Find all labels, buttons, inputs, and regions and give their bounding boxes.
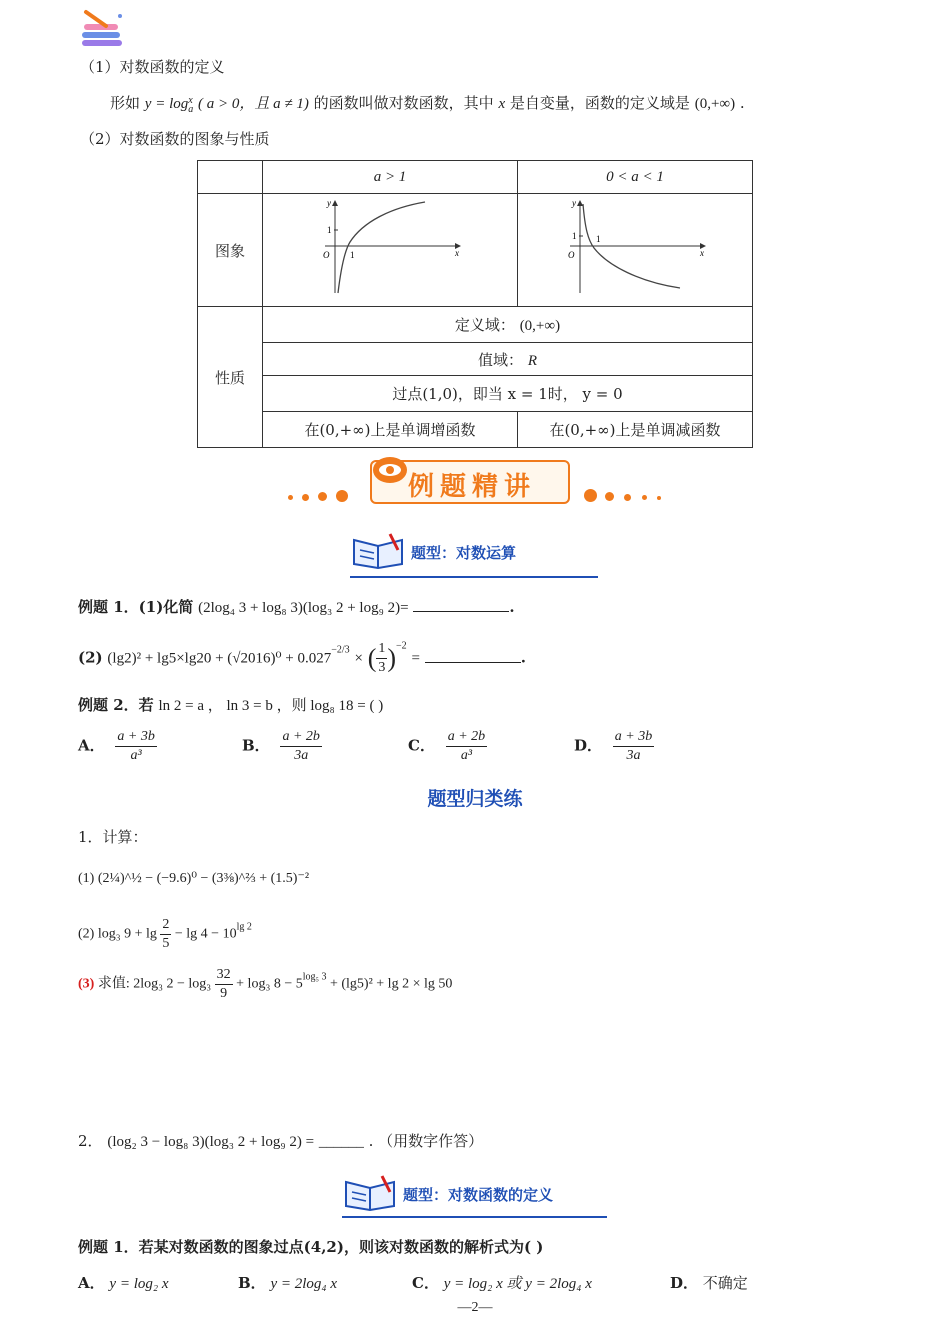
practice-q1-part2-line <box>78 916 252 953</box>
graph2-y-one: 1 <box>572 231 577 241</box>
q1-3-pre: 求值: 2log₃ 2 − log₃ <box>97 976 212 992</box>
graph2-x-one: 1 <box>596 234 601 244</box>
practice-heading: 题型归类练 <box>427 788 523 810</box>
ex2-option-c[interactable] <box>408 728 487 765</box>
option-c-num: a + 2b <box>446 728 487 747</box>
option-c-den: a³ <box>460 748 473 763</box>
q2-label: 2． <box>78 1132 103 1150</box>
def-text-post: 是自变量，函数的定义域是 <box>509 94 690 112</box>
option-label: A． <box>78 1274 105 1292</box>
practice-q1-label: 1．计算： <box>78 828 148 846</box>
q2-post: . （用数字作答） <box>368 1132 484 1150</box>
type2-heading: 题型：对数函数的定义 <box>403 1186 554 1204</box>
def-var: x <box>498 96 506 112</box>
open-book-icon <box>350 530 406 570</box>
option-c-text: y = log₂ x 或 y = 2log₄ x <box>443 1276 592 1292</box>
range-label: 值域： <box>478 350 524 369</box>
ex1-part2-expr-a: (lg2)² + lg5×lg20 + (√2016)⁰ + 0.027 <box>107 650 332 667</box>
open-book-icon <box>342 1172 398 1212</box>
banner-title: 例题精讲 <box>408 472 537 502</box>
ex1-part2-label: (2) <box>78 648 103 667</box>
def-domain: (0,+∞) <box>694 96 736 112</box>
ex1-expression: (2log₄ 3 + log₈ 3)(log₃ 2 + log₉ 2)= <box>198 600 409 616</box>
banner-dot <box>336 490 348 502</box>
ex1-part2-exponent: −2/3 <box>331 644 350 656</box>
q1-2-frac-num: 2 <box>160 916 171 935</box>
q1-3-frac-num: 32 <box>215 966 233 985</box>
banner-dot <box>605 492 614 501</box>
graph2-y-label: y <box>572 198 576 208</box>
section2-title: （2）对数函数的图象与性质 <box>80 130 270 148</box>
option-label: C． <box>412 1274 439 1292</box>
table-corner-cell <box>198 161 263 194</box>
banner-dot <box>657 496 661 500</box>
def-text-mid: 的函数叫做对数函数，其中 <box>313 94 494 112</box>
q1-3-sup: log₅ 3 <box>302 971 327 983</box>
graph1-x-label: x <box>455 248 459 258</box>
ex2-condition: ln 2 = a ， ln 3 = b ，则 log₈ 18 = ( ) <box>158 698 384 714</box>
q2-expression: (log₂ 3 − log₈ 3)(log₃ 2 + log₉ 2) = <box>107 1134 315 1150</box>
ex1-label: 例题 1．(1)化简 <box>78 598 194 616</box>
type1-ex1-line: 例题 1．(1)化简 (2log₄ 3 + log₈ 3)(log₃ 2 + log₉ 2)= . <box>78 598 515 616</box>
option-label: A． <box>78 736 105 755</box>
header-a-lt-1: 0 < a < 1 <box>518 161 753 194</box>
type1-underline <box>350 576 598 578</box>
graph1-y-one: 1 <box>327 225 332 235</box>
domain-label: 定义域： <box>454 316 515 334</box>
ex1-part2-eq: = <box>411 650 420 667</box>
increasing-cell: 在(0,+∞)上是单调增函数 <box>263 412 518 448</box>
def-formula-sub: a <box>188 103 194 115</box>
def-formula: y = log <box>144 96 189 112</box>
type2-underline <box>342 1216 607 1218</box>
practice-q2-line <box>78 1130 483 1151</box>
ex2-option-a[interactable] <box>78 728 157 765</box>
banner-dot <box>288 495 293 500</box>
ex1-part2-expr-b: × <box>354 650 363 667</box>
header-a-gt-1: a > 1 <box>263 161 518 194</box>
ex1-part2-frac-den: 3 <box>378 660 386 675</box>
q1-2-pre: (2) log₃ 9 + lg <box>78 926 157 942</box>
type2-option-d[interactable] <box>670 1272 748 1293</box>
def-formula-sup: x <box>188 94 193 106</box>
q1-2-sup: lg 2 <box>236 921 252 933</box>
type2-ex1-text: 例题 1．若某对数函数的图象过点(4,2)，则该对数函数的解析式为( ) <box>78 1238 544 1256</box>
decreasing-log-graph <box>560 198 710 298</box>
banner-dot <box>584 489 597 502</box>
ex1-part2-frac-exp: −2 <box>396 640 407 652</box>
def-text-pre: 形如 <box>110 94 141 112</box>
type2-option-a[interactable] <box>78 1272 169 1293</box>
range-row <box>263 343 753 376</box>
ex2-option-b[interactable] <box>242 728 322 765</box>
graph2-origin-label: O <box>568 250 575 260</box>
graph-increasing-cell <box>263 194 518 307</box>
section1-title: （1）对数函数的定义 <box>80 58 225 76</box>
def-period: . <box>739 94 745 112</box>
option-label: D． <box>574 736 603 755</box>
q1-2-frac-den: 5 <box>162 936 170 951</box>
row-graph-label: 图象 <box>198 194 263 307</box>
type2-option-c[interactable] <box>412 1272 592 1293</box>
type2-option-b[interactable] <box>238 1272 337 1293</box>
banner-dot <box>302 494 309 501</box>
option-d-den: 3a <box>626 748 641 763</box>
decreasing-cell: 在(0,+∞)上是单调减函数 <box>518 412 753 448</box>
books-stack-icon <box>78 8 130 50</box>
banner-dot <box>318 492 327 501</box>
type1-ex1-part2-line: (2) $(\lg 2)^2 + \lg 5\times\lg 20 + (√2016)^0 + 0.027^{-2/3}$ × ( $\frac{1}{3}$ )$^{-2}$ = . <box>78 640 526 675</box>
option-b-text: y = 2log₄ x <box>270 1276 338 1292</box>
option-b-den: 3a <box>294 748 309 763</box>
ex2-label: 例题 2．若 <box>78 696 154 714</box>
option-label: D． <box>670 1274 699 1292</box>
q2-blank: ______ <box>318 1134 364 1150</box>
graph1-x-one: 1 <box>350 250 355 260</box>
q1-3-frac-den: 9 <box>220 986 228 1001</box>
option-d-num: a + 3b <box>613 728 654 747</box>
domain-row <box>263 307 753 343</box>
option-label: B． <box>238 1274 266 1292</box>
practice-q1-part1: (1) (2¼)^½ − (−9.6)⁰ − (3⅜)^⅔ + (1.5)⁻² <box>78 871 310 886</box>
fixed-point-row: 过点(1,0)，即当 x = 1时， y = 0 <box>263 376 753 412</box>
option-a-text: y = log₂ x <box>109 1276 169 1292</box>
q1-2-post: − lg 4 − 10 <box>174 926 237 942</box>
graph2-x-label: x <box>700 248 704 258</box>
q1-3-tail: + (lg5)² + lg 2 × lg 50 <box>329 976 453 992</box>
banner-dot <box>642 495 647 500</box>
increasing-log-graph <box>315 198 465 298</box>
option-a-num: a + 3b <box>115 728 156 747</box>
type1-heading: 题型：对数运算 <box>411 544 517 562</box>
answer-blank <box>413 598 509 612</box>
page-number: —2— <box>457 1300 493 1315</box>
domain-value: (0,+∞) <box>519 318 561 334</box>
graph1-origin-label: O <box>323 250 330 260</box>
eye-icon <box>372 455 408 485</box>
q1-3-label: (3) <box>78 976 95 992</box>
definition-line <box>110 92 745 114</box>
def-condition: ( a > 0，且 a ≠ 1) <box>198 96 309 112</box>
option-label: B． <box>242 736 270 755</box>
option-b-num: a + 2b <box>280 728 321 747</box>
q1-3-post: + log₃ 8 − 5 <box>236 976 303 992</box>
graph1-y-label: y <box>327 198 331 208</box>
answer-blank <box>425 649 521 663</box>
option-d-text: 不确定 <box>702 1274 748 1292</box>
banner-dot <box>624 494 631 501</box>
type1-ex2-line <box>78 694 383 715</box>
option-a-den: a³ <box>130 748 142 763</box>
ex1-part2-frac-num: 1 <box>376 640 387 659</box>
option-label: C． <box>408 736 435 755</box>
range-value: R <box>527 352 537 369</box>
row-props-label: 性质 <box>198 307 263 448</box>
graph-decreasing-cell <box>518 194 753 307</box>
practice-q1-part3-line <box>78 966 452 1003</box>
ex2-option-d[interactable] <box>574 728 654 765</box>
log-properties-table <box>197 160 753 448</box>
